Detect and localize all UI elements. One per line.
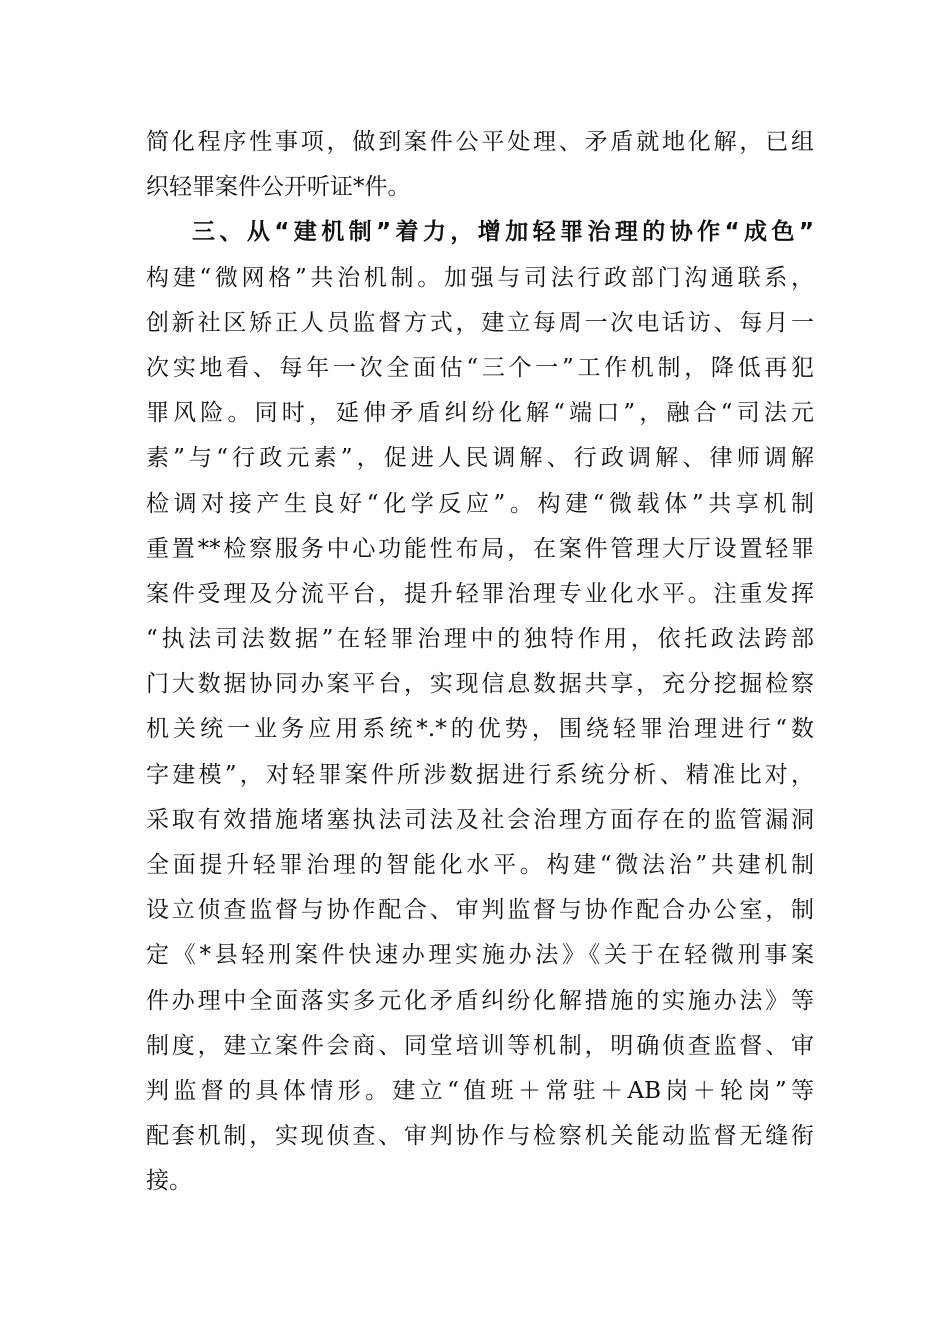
paragraph-line: 采取有效措施堵塞执法司法及社会治理方面存在的监管漏洞 — [146, 806, 814, 833]
paragraph-line: 素”与“行政元素”，促进人民调解、行政调解、律师调解 — [146, 445, 814, 472]
document-body — [146, 120, 814, 1205]
paragraph-line: 罪风险。同时，延伸矛盾纠纷化解“端口”，融合“司法元 — [146, 400, 814, 427]
paragraph-line: 案件受理及分流平台，提升轻罪治理专业化水平。注重发挥 — [146, 580, 814, 607]
paragraph-line: 门大数据协同办案平台，实现信息数据共享，充分挖掘检察 — [146, 671, 814, 698]
paragraph-line: 次实地看、每年一次全面估“三个一”工作机制，降低再犯 — [146, 354, 814, 381]
section-heading: 三、从“建机制”着力，增加轻罪治理的协作“成色” — [192, 219, 814, 246]
paragraph-line: 机关统一业务应用系统*.*的优势，围绕轻罪治理进行“数 — [146, 716, 814, 743]
paragraph-line: 设立侦查监督与协作配合、审判监督与协作配合办公室，制 — [146, 897, 814, 924]
paragraph-line: 判监督的具体情形。建立“值班＋常驻＋AB岗＋轮岗”等 — [146, 1077, 814, 1104]
paragraph-line: 定《*县轻刑案件快速办理实施办法》《关于在轻微刑事案 — [146, 942, 814, 969]
paragraph-line: 件办理中全面落实多元化矛盾纠纷化解措施的实施办法》等 — [146, 987, 814, 1014]
paragraph-line: 简化程序性事项，做到案件公平处理、矛盾就地化解，已组 — [146, 129, 814, 155]
paragraph-line: “执法司法数据”在轻罪治理中的独特作用，依托政法跨部 — [146, 626, 814, 653]
paragraph-line: 配套机制，实现侦查、审判协作与检察机关能动监督无缝衔 — [146, 1123, 814, 1150]
paragraph-line: 接。 — [146, 1168, 192, 1195]
paragraph-line: 全面提升轻罪治理的智能化水平。构建“微法治”共建机制 — [146, 852, 814, 878]
paragraph-line: 制度，建立案件会商、同堂培训等机制，明确侦查监督、审 — [146, 1032, 814, 1059]
paragraph-line: 织轻罪案件公开听证*件。 — [146, 174, 411, 201]
paragraph-line: 重置**检察服务中心功能性布局，在案件管理大厅设置轻罪 — [146, 535, 814, 562]
paragraph-line: 字建模”，对轻罪案件所涉数据进行系统分析、精准比对， — [146, 761, 814, 788]
paragraph-line: 检调对接产生良好“化学反应”。构建“微载体”共享机制 — [146, 490, 814, 517]
paragraph-line: 创新社区矫正人员监督方式，建立每周一次电话访、每月一 — [146, 309, 814, 336]
paragraph-line: 构建“微网格”共治机制。加强与司法行政部门沟通联系， — [146, 264, 814, 291]
